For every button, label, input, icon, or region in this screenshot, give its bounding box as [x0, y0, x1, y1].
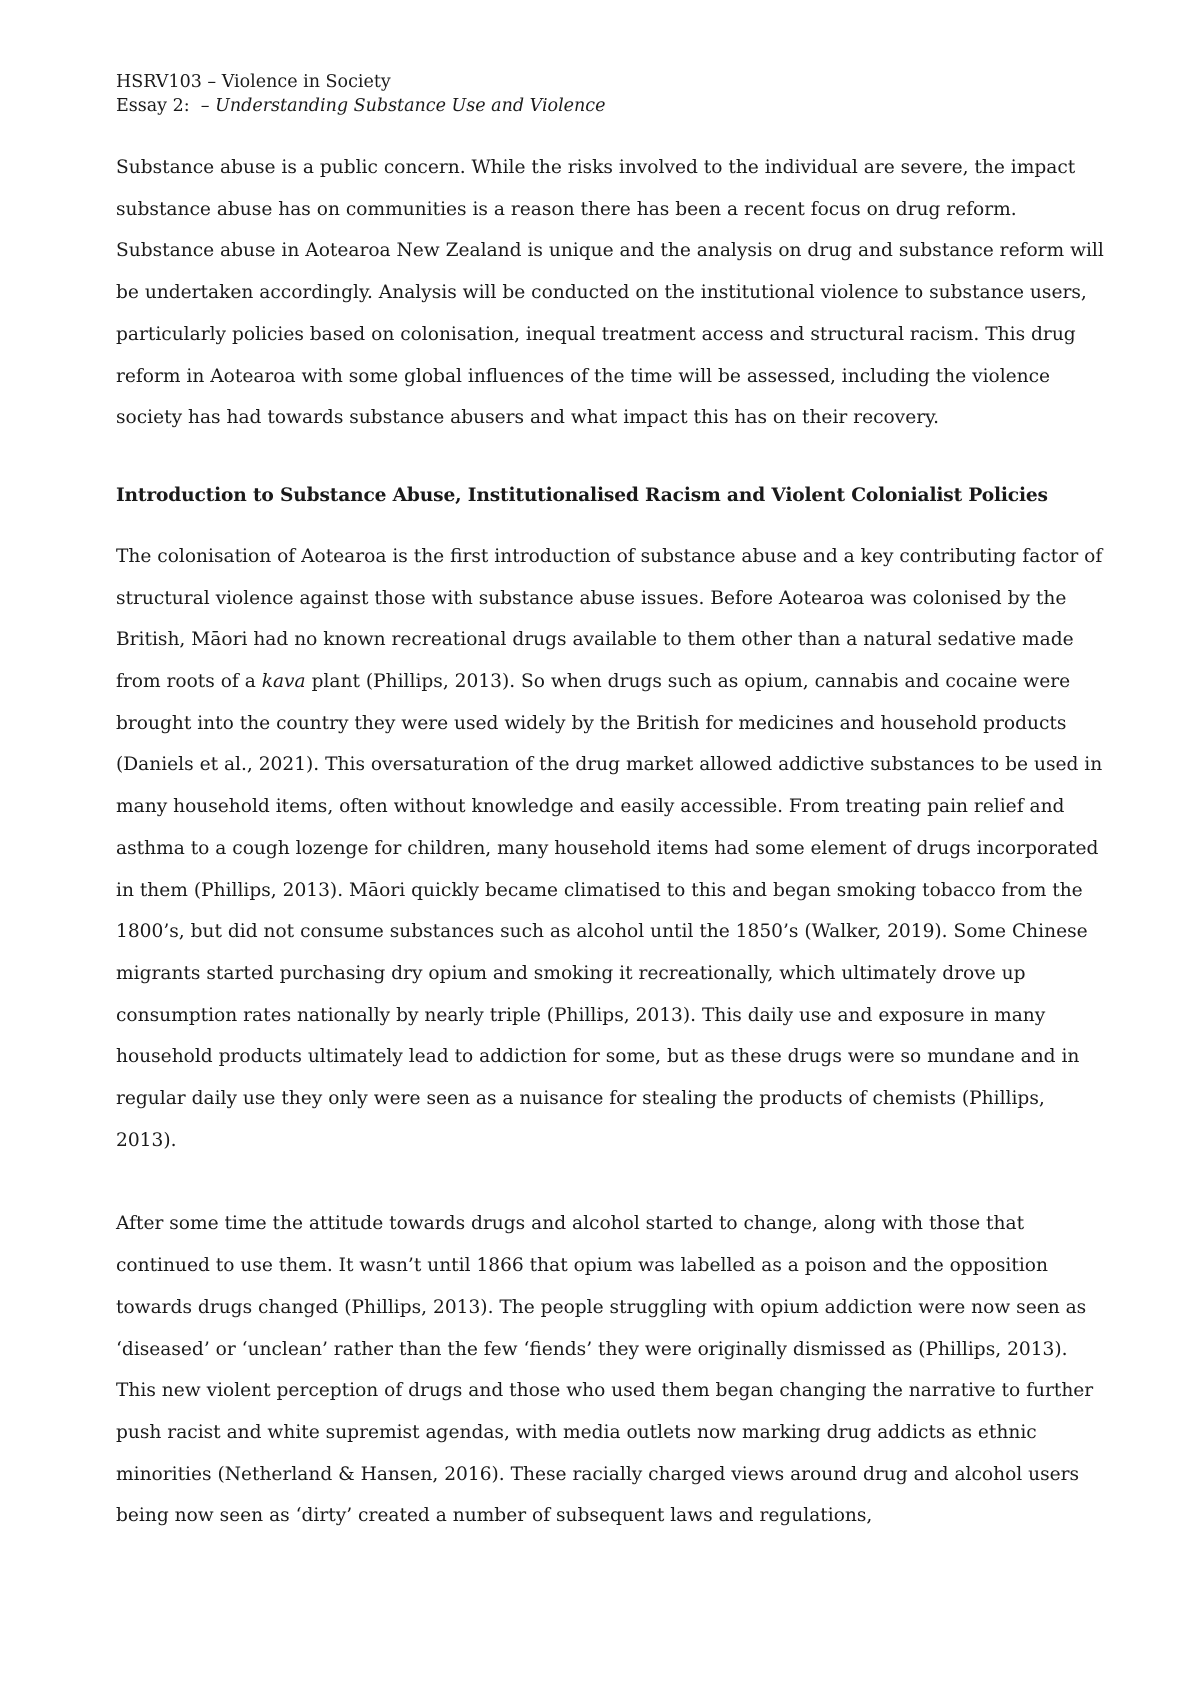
section-heading: Introduction to Substance Abuse, Institutionalised Racism and Violent Colonialist Policies [116, 484, 1048, 506]
body-paragraph-2: After some time the attitude towards drugs and alcohol started to change, along with those that continued to use them. It wasn’t until 1866 that opium was labelled as a poison and the opposition towards drugs changed (Phillips, 2013). The people struggling with opium addiction were now seen as ‘diseased’ or ‘unclean’ rather than the few ‘fiends’ they were originally dismissed as (Phillips, 2013). This new violent perception of drugs and those who used them began changing the narrative to further push racist and white supremist agendas, with media outlets now marking drug addicts as ethnic minorities (Netherland & Hansen, 2016). These racially charged views around drug and alcohol users being now seen as ‘dirty’ created a number of subsequent laws and regulations, [116, 1213, 1094, 1527]
italic-term: kava [261, 671, 306, 693]
course-line: HSRV103 – Violence in Society [116, 72, 391, 92]
intro-paragraph: Substance abuse is a public concern. While the risks involved to the individual are severe, the impact substance abuse has on communities is a reason there has been a recent focus on drug reform. Substance abuse in Aotearoa New Zealand is unique and the analysis on drug and substance reform will be undertaken accordingly. Analysis will be conducted on the institutional violence to substance users, particularly policies based on colonisation, inequal treatment access and structural racism. This drug reform in Aotearoa with some global influences of the time will be assessed, including the violence society has had towards substance abusers and what impact this has on their recovery. [116, 157, 1104, 429]
body-paragraph-1 [116, 536, 1106, 1162]
document-page [116, 70, 1106, 1537]
essay-title-line [116, 94, 1106, 118]
essay-title: – Understanding Substance Use and Violence [200, 96, 606, 116]
body-paragraph-1-end: plant (Phillips, 2013). So when drugs such as opium, cannabis and cocaine were brought into the country they were used widely by the British for medicines and household products (Daniels et al., 2021). This oversaturation of the drug market allowed addictive substances to be used in many household items, often without knowledge and easily accessible. From treating pain relief and asthma to a cough lozenge for children, many household items had some element of drugs incorporated in them (Phillips, 2013). Māori quickly became climatised to this and began smoking tobacco from the 1800’s, but did not consume substances such as alcohol until the 1850’s (Walker, 2019). Some Chinese migrants started purchasing dry opium and smoking it recreationally, which ultimately drove up consumption rates nationally by nearly triple (Phillips, 2013). This daily use and exposure in many household products ultimately lead to addiction for some, but as these drugs were so mundane and in regular daily use they only were seen as a nuisance for stealing the products of chemists (Phillips, 2013). [116, 671, 1103, 1151]
body-paragraph-1-start: The colonisation of Aotearoa is the first introduction of substance abuse and a key contributing factor of structural violence against those with substance abuse issues. Before Aotearoa was colonised by the British, Māori had no known recreational drugs available to them other than a natural sedative made from roots of a [116, 545, 1103, 693]
essay-label: Essay 2: [116, 96, 190, 116]
